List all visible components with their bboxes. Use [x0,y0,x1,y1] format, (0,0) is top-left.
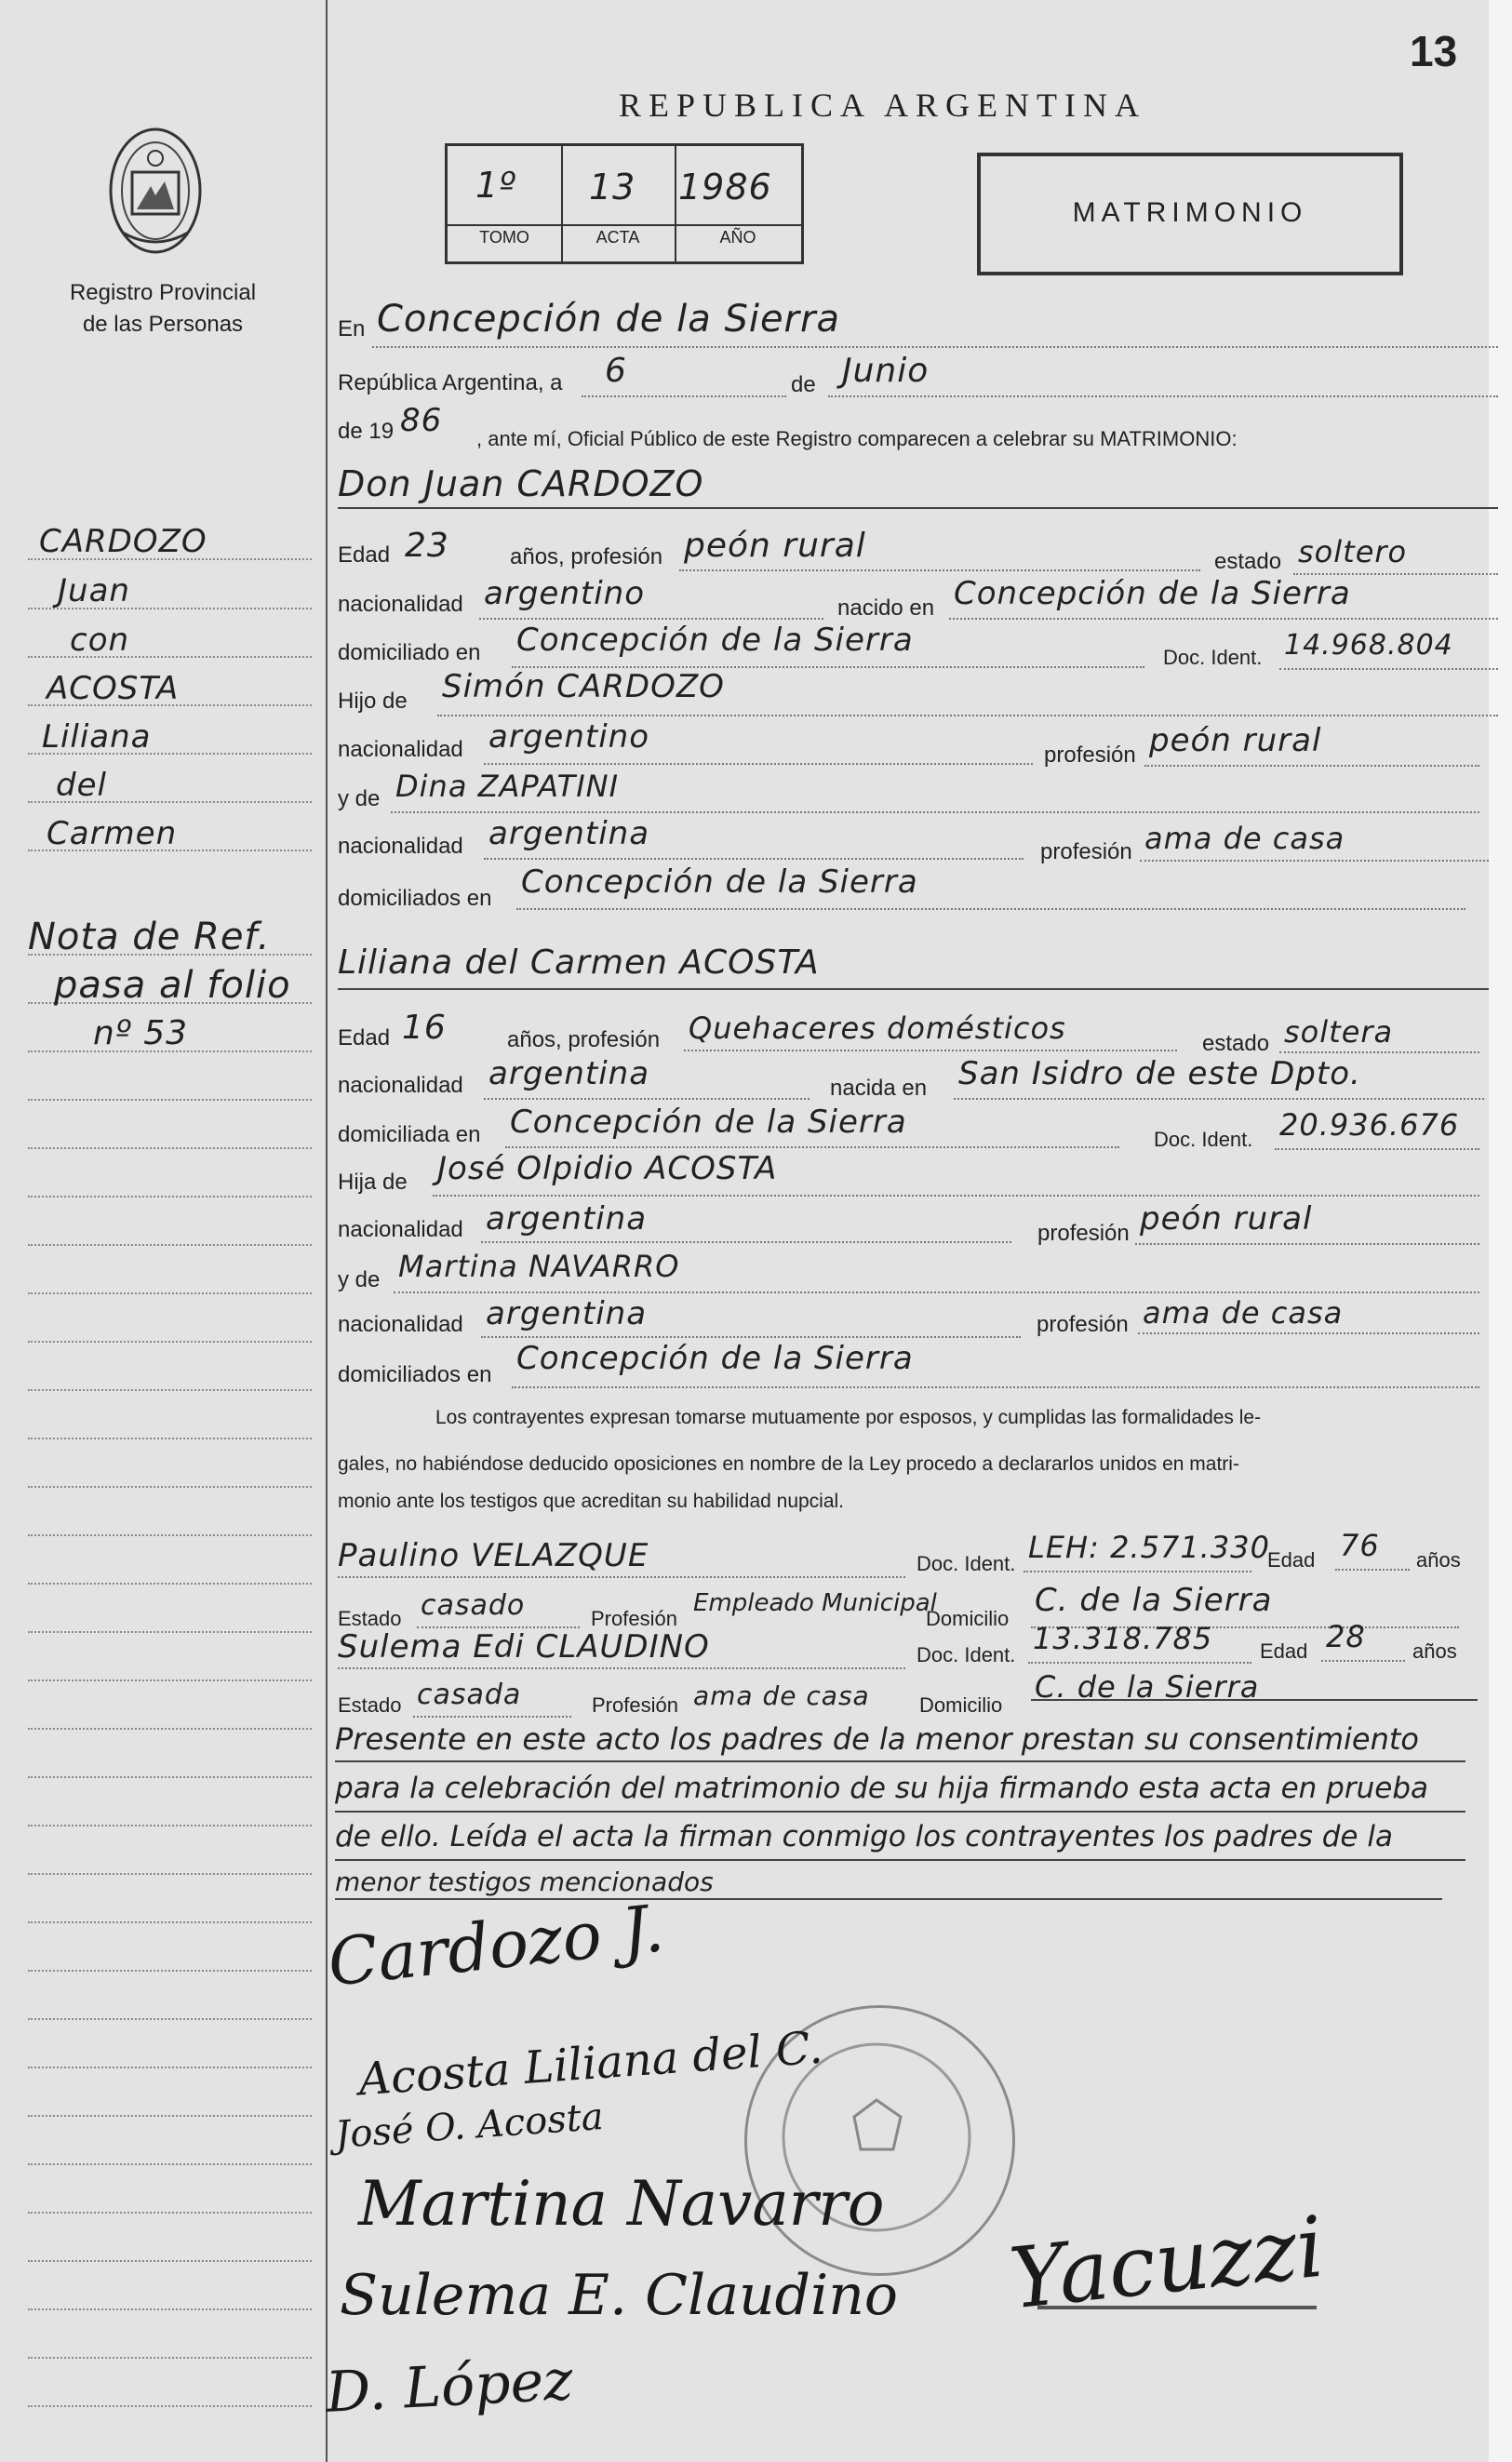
bride-padres-dom-label: domiciliados en [338,1362,492,1387]
country-title: REPUBLICA ARGENTINA [619,87,1147,124]
margin-note: del [56,767,107,804]
groom-madre-nac-label: nacionalidad [338,834,463,859]
bride-padre-prof-label: profesión [1037,1221,1130,1246]
margin-note: Carmen [47,815,178,852]
witness2-profesion: ama de casa [693,1680,870,1711]
margin-note: CARDOZO [39,523,207,560]
witness2-prof-label: Profesión [592,1693,678,1717]
declaration-line: Los contrayentes expresan tomarse mutuamente por esposos, y cumplidas las formalidades le- [435,1407,1262,1428]
groom-padres-dom-label: domiciliados en [338,886,492,911]
groom-padre: Simón CARDOZO [442,668,725,705]
groom-padre-prof: peón rural [1149,722,1322,759]
groom-padre-prof-label: profesión [1044,743,1136,768]
page-edge [1489,0,1512,2462]
groom-name: Don Juan CARDOZO [338,463,704,504]
witness1-doc: LEH: 2.571.330 [1028,1530,1270,1565]
note-line: para la celebración del matrimonio de su hija firmando esta acta en prueba [335,1772,1429,1805]
witness1-estado-label: Estado [338,1607,402,1630]
signature-groom: Cardozo J. [324,1890,668,2001]
record-type: MATRIMONIO [1072,197,1308,228]
note-line: de ello. Leída el acta la firman conmigo los contrayentes los padres de la [335,1820,1393,1853]
groom-nacido-label: nacido en [837,595,935,621]
bride-dom-label: domiciliada en [338,1122,481,1147]
de-label: de [791,372,816,397]
bride-padre-prof: peón rural [1140,1200,1313,1238]
bride-padre: José Olpidio ACOSTA [437,1150,778,1187]
groom-doc: 14.968.804 [1284,629,1453,662]
bride-nacionalidad: argentina [488,1055,650,1092]
bride-doc: 20.936.676 [1279,1107,1460,1143]
groom-profesion: peón rural [684,527,866,565]
groom-padres-dom: Concepción de la Sierra [521,863,918,901]
groom-madre-label: y de [338,786,381,811]
groom-edad: 23 [405,527,449,565]
bride-edad-label: Edad [338,1025,391,1050]
witness2-domicilio: C. de la Sierra [1035,1669,1260,1705]
witness1-prof-label: Profesión [591,1607,677,1630]
bride-profesion: Quehaceres domésticos [689,1010,1066,1046]
bride-padre-nac-label: nacionalidad [338,1217,463,1242]
bride-madre-label: y de [338,1267,381,1292]
bride-madre: Martina NAVARRO [398,1249,680,1284]
signature-officer: Yacuzzi [1005,2198,1329,2329]
witness2-edad-label: Edad [1260,1639,1308,1663]
groom-padre-nac: argentino [488,718,649,756]
witness1-estado: casado [421,1589,526,1622]
bride-padre-nac: argentina [486,1200,648,1238]
signature-mother: Martina Navarro [358,2168,885,2240]
acta-label: ACTA [595,228,640,247]
witness1-anos-label: años [1416,1548,1461,1572]
witness2-dom-label: Domicilio [919,1693,1003,1717]
margin-rule [326,0,328,2462]
witness2-estado-label: Estado [338,1693,402,1717]
bride-madre-nac: argentina [486,1295,648,1332]
witness1-name: Paulino VELAZQUE [338,1537,649,1574]
margin-note: Liliana [42,718,152,756]
margin-note: ACOSTA [47,670,180,707]
ano-value: 1986 [678,167,772,207]
place: Concepción de la Sierra [377,298,840,341]
year-suffix: 86 [400,402,443,439]
bride-nacida-label: nacida en [830,1076,928,1101]
bride-doc-label: Doc. Ident. [1154,1128,1253,1151]
groom-madre-prof: ama de casa [1144,821,1345,856]
bride-edad: 16 [402,1009,447,1047]
margin-note: pasa al folio [54,964,291,1007]
intro-statement: , ante mí, Oficial Público de este Registro comparecen a celebrar su MATRIMONIO: [476,427,1238,450]
bride-madre-prof: ama de casa [1143,1295,1344,1331]
bride-madre-prof-label: profesión [1037,1312,1129,1337]
republica-label: República Argentina, a [338,370,563,395]
witness1-doc-label: Doc. Ident. [917,1552,1016,1575]
groom-nacionalidad: argentino [484,575,645,612]
groom-nac-label: nacionalidad [338,592,463,617]
margin-note: con [70,622,130,659]
tomo-value: 1º [475,165,517,206]
witness2-estado: casada [417,1679,522,1711]
page-number: 13 [1410,27,1458,75]
margin-note: Nota de Ref. [28,916,271,958]
witness2-anos-label: años [1412,1639,1457,1663]
bride-hija-label: Hija de [338,1170,408,1195]
officer-stamp-line [1037,2306,1317,2309]
witness2-doc-label: Doc. Ident. [917,1643,1016,1666]
bride-name: Liliana del Carmen ACOSTA [338,943,820,982]
signature-witness: Sulema E. Claudino [340,2263,898,2328]
margin-note: nº 53 [93,1014,189,1052]
bride-estado: soltera [1284,1014,1394,1050]
tomo-label: TOMO [479,228,529,247]
bride-domicilio: Concepción de la Sierra [510,1104,907,1141]
registry-name: Registro Provincial de las Personas [69,280,257,337]
signature-father: José O. Acosta [333,2094,605,2158]
groom-domicilio: Concepción de la Sierra [516,622,914,659]
province-seal-icon [104,121,207,261]
groom-hijo-label: Hijo de [338,689,408,714]
note-line: menor testigos mencionados [335,1867,714,1897]
groom-dom-label: domiciliado en [338,640,481,665]
declaration-line: gales, no habiéndose deducido oposiciones en nombre de la Ley procedo a declararlos unidos en matri- [338,1453,1239,1475]
declaration-line: monio ante los testigos que acreditan su habilidad nupcial. [338,1491,845,1512]
signature-witness1: D. López [324,2348,575,2426]
groom-madre-prof-label: profesión [1040,839,1132,864]
groom-madre: Dina ZAPATINI [395,769,620,804]
bride-nacida: San Isidro de este Dpto. [958,1055,1361,1092]
witness1-edad: 76 [1340,1528,1380,1563]
bride-madre-nac-label: nacionalidad [338,1312,463,1337]
note-line: Presente en este acto los padres de la menor prestan su consentimiento [335,1721,1419,1757]
bride-estado-label: estado [1202,1031,1270,1056]
witness1-domicilio: C. de la Sierra [1035,1582,1273,1619]
tomo-acta-ano-box [445,143,804,264]
groom-profesion-label: años, profesión [510,544,663,569]
margin-note: Juan [58,572,130,609]
witness1-edad-label: Edad [1267,1548,1316,1572]
record-type-box [977,153,1403,275]
groom-nacido: Concepción de la Sierra [954,575,1351,612]
acta-value: 13 [589,167,636,207]
day: 6 [605,352,627,390]
ano-label: AÑO [719,228,756,247]
signature-bride: Acosta Liliana del C. [356,2021,824,2107]
groom-estado-label: estado [1214,549,1282,574]
witness2-edad: 28 [1326,1619,1366,1654]
bride-padres-dom: Concepción de la Sierra [516,1340,914,1377]
groom-madre-nac: argentina [488,815,650,852]
en-label: En [338,316,366,341]
witness1-profesion: Empleado Municipal [693,1589,937,1617]
witness1-dom-label: Domicilio [926,1607,1010,1630]
groom-estado: soltero [1298,534,1408,569]
bride-profesion-label: años, profesión [507,1027,661,1052]
groom-doc-label: Doc. Ident. [1163,646,1263,669]
witness2-name: Sulema Edi CLAUDINO [338,1628,710,1666]
witness2-doc: 13.318.785 [1033,1621,1213,1656]
month: Junio [842,352,930,390]
year-prefix: de 19 [338,419,395,444]
bride-nac-label: nacionalidad [338,1073,463,1098]
groom-padre-nac-label: nacionalidad [338,737,463,762]
groom-edad-label: Edad [338,542,391,568]
